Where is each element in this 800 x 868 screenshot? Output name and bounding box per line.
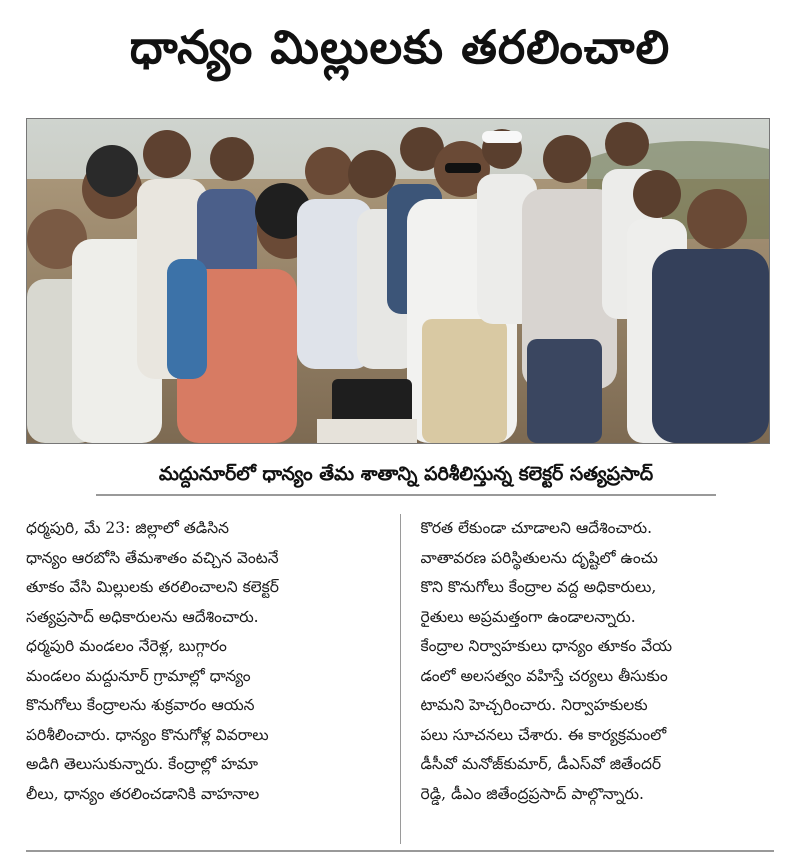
article-line: కేంద్రాల నిర్వాహకులు ధాన్యం తూకం వేయ <box>420 637 673 655</box>
article-column-1 <box>26 514 380 844</box>
article-line: పరిశీలించారు. ధాన్యం కొనుగోళ్ల వివరాలు <box>26 725 269 744</box>
photo-illustration <box>27 119 769 443</box>
article-line: టామని హెచ్చరించారు. నిర్వాహకులకు <box>420 696 648 714</box>
photo-caption: మద్దునూర్‌లో ధాన్యం తేమ శాతాన్ని పరిశీలిస్తున్న కలెక్టర్‌ సత్యప్రసాద్‌ <box>96 458 716 496</box>
article-column-2 <box>421 514 775 844</box>
article-line: సత్యప్రసాద్‌ అధికారులను ఆదేశించారు. <box>26 607 259 626</box>
article-body <box>26 514 774 844</box>
bottom-rule <box>26 850 774 852</box>
article-line: కొనుగోలు కేంద్రాలను శుక్రవారం ఆయన <box>26 696 255 714</box>
article-line: ధాన్యం ఆరబోసి తేమశాతం వచ్చిన వెంటనే <box>26 548 279 567</box>
column-divider <box>400 514 401 844</box>
article-line: డీసీవో మనోజ్‌కుమార్‌, డీఎస్‌వో జితేందర్‌ <box>420 755 662 773</box>
headline: ధాన్యం మిల్లులకు తరలించాలి <box>129 20 671 74</box>
article-line: తూకం వేసి మిల్లులకు తరలించాలని కలెక్టర్‌ <box>26 578 279 596</box>
article-line: కొని కొనుగోలు కేంద్రాల వద్ద అధికారులు, <box>420 578 657 596</box>
article-line: కొరత లేకుండా చూడాలని ఆదేశించారు. <box>420 519 653 537</box>
article-line: ధర్మపురి, మే 23: జిల్లాలో తడిసిన <box>26 519 230 537</box>
article-line: లీలు, ధాన్యం తరలించడానికి వాహనాల <box>26 784 260 803</box>
news-photo <box>26 118 770 444</box>
article-line: డంలో అలసత్వం వహిస్తే చర్యలు తీసుకుం <box>420 666 668 685</box>
article-line: పలు సూచనలు చేశారు. ఈ కార్యక్రమంలో <box>420 725 667 744</box>
article-line: వాతావరణ పరిస్థితులను దృష్టిలో ఉంచు <box>420 548 658 567</box>
article-line: ధర్మపురి మండలం నేరెళ్ల, బుగ్గారం <box>26 637 227 655</box>
article-line: రైతులు అప్రమత్తంగా ఉండాలన్నారు. <box>420 607 636 626</box>
article-line: మండలం మద్దునూర్‌ గ్రామాల్లో ధాన్యం <box>26 666 251 685</box>
news-clipping <box>26 14 774 854</box>
article-line: అడిగి తెలుసుకున్నారు. కేంద్రాల్లో హమా <box>26 755 258 773</box>
article-line: రెడ్డి, డీఎం జితేంద్రప్రసాద్‌ పాల్గొన్నారు. <box>420 784 644 803</box>
